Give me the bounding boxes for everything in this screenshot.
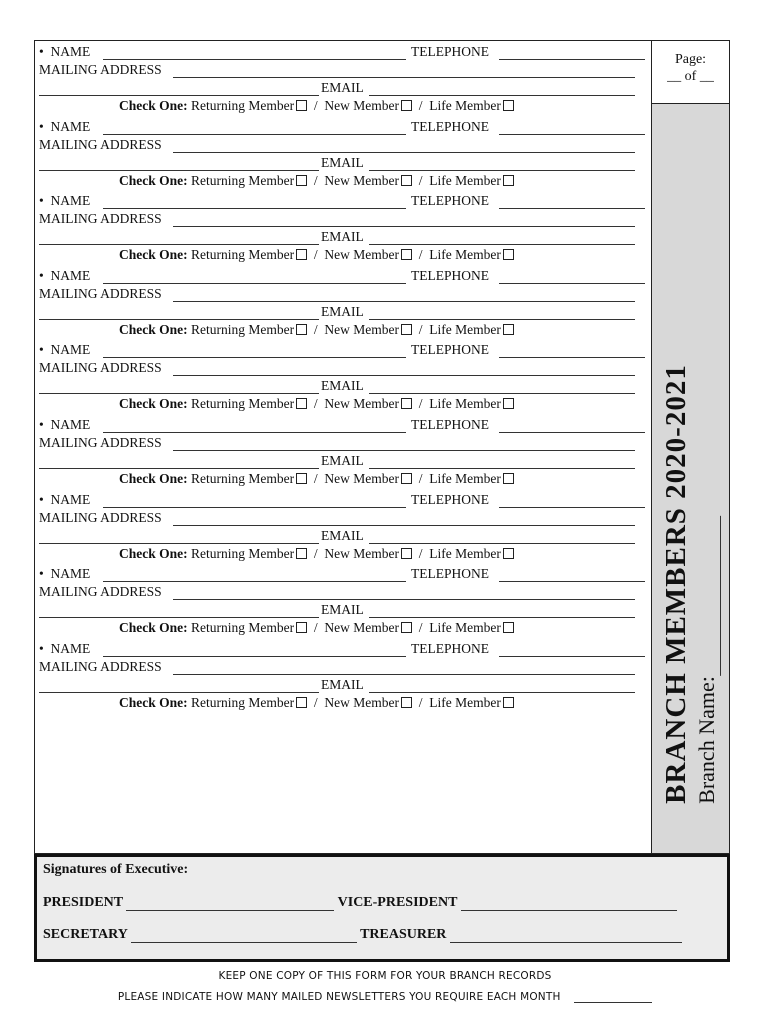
- mailing-address-label: MAILING ADDRESS: [39, 62, 162, 77]
- separator: /: [313, 247, 318, 263]
- option-label: Returning Member: [191, 694, 295, 710]
- check-one-label: Check One:: [119, 545, 188, 561]
- mailing-address-field[interactable]: [173, 226, 635, 227]
- name-label: NAME: [50, 417, 91, 432]
- telephone-field[interactable]: [499, 507, 645, 508]
- member-entry: [39, 417, 647, 491]
- side-panel: [651, 41, 729, 853]
- option-checkbox[interactable]: [503, 398, 514, 409]
- separator: /: [418, 172, 423, 188]
- email-field[interactable]: [369, 617, 635, 618]
- separator: /: [418, 98, 423, 113]
- secretary-signature-field[interactable]: [131, 928, 357, 943]
- mailing-address-label: MAILING ADDRESS: [39, 136, 162, 152]
- mailing-address-field[interactable]: [173, 674, 635, 675]
- newsletter-count-field[interactable]: [574, 990, 652, 1003]
- separator: /: [418, 396, 423, 412]
- separator: /: [313, 471, 318, 486]
- check-one-label: Check One:: [119, 321, 188, 337]
- name-label: NAME: [50, 267, 91, 283]
- telephone-field[interactable]: [499, 283, 645, 284]
- telephone-field[interactable]: [499, 134, 645, 135]
- mailing-address-field[interactable]: [173, 450, 635, 451]
- option-checkbox[interactable]: [296, 697, 307, 708]
- option-checkbox[interactable]: [296, 100, 307, 111]
- branch-name-row: [693, 364, 721, 804]
- separator: /: [313, 545, 318, 561]
- telephone-field[interactable]: [499, 59, 645, 60]
- name-row: [39, 193, 90, 209]
- option-checkbox[interactable]: [296, 249, 307, 260]
- name-row: [39, 268, 90, 284]
- mailing-address-line-2[interactable]: [39, 543, 319, 544]
- mailing-address-label: MAILING ADDRESS: [39, 285, 162, 301]
- telephone-label: TELEPHONE: [411, 640, 489, 656]
- email-label: EMAIL: [321, 229, 364, 245]
- mailing-address-field[interactable]: [173, 599, 635, 600]
- option-checkbox[interactable]: [503, 249, 514, 260]
- option-checkbox[interactable]: [401, 249, 412, 260]
- email-field[interactable]: [369, 543, 635, 544]
- name-row: [39, 492, 90, 508]
- email-field[interactable]: [369, 468, 635, 469]
- signatures-box: [34, 854, 730, 962]
- mailing-address-field[interactable]: [173, 77, 635, 78]
- telephone-field[interactable]: [499, 357, 645, 358]
- telephone-field[interactable]: [499, 656, 645, 657]
- membership-type-row: [119, 620, 514, 636]
- mailing-address-field[interactable]: [173, 525, 635, 526]
- name-field[interactable]: [103, 507, 406, 508]
- option-checkbox[interactable]: [296, 398, 307, 409]
- option-label: Life Member: [429, 98, 501, 113]
- email-label: EMAIL: [321, 378, 364, 394]
- name-field[interactable]: [103, 283, 406, 284]
- telephone-label: TELEPHONE: [411, 566, 489, 582]
- option-label: Life Member: [429, 694, 501, 710]
- option-label: Life Member: [429, 321, 501, 337]
- footer-note-1: KEEP ONE COPY OF THIS FORM FOR YOUR BRANCH RECORDS: [218, 970, 552, 982]
- option-label: New Member: [324, 98, 399, 113]
- telephone-label: TELEPHONE: [411, 267, 489, 283]
- email-label: EMAIL: [321, 527, 364, 543]
- mailing-address-field[interactable]: [173, 301, 635, 302]
- bullet: •: [39, 342, 51, 358]
- email-field[interactable]: [369, 692, 635, 693]
- bullet: •: [39, 640, 51, 656]
- name-label: NAME: [50, 193, 91, 209]
- option-checkbox[interactable]: [401, 100, 412, 111]
- name-label: NAME: [50, 342, 91, 358]
- vertical-title-block: [659, 364, 721, 804]
- membership-type-row: [119, 695, 514, 711]
- option-label: New Member: [324, 694, 399, 710]
- branch-name-field[interactable]: [702, 516, 721, 676]
- membership-form: [34, 40, 730, 854]
- name-field[interactable]: [103, 134, 406, 135]
- treasurer-signature-field[interactable]: [450, 928, 682, 943]
- separator: /: [313, 98, 318, 113]
- option-label: New Member: [324, 247, 399, 263]
- option-checkbox[interactable]: [401, 697, 412, 708]
- option-checkbox[interactable]: [401, 473, 412, 484]
- mailing-address-line-2[interactable]: [39, 393, 319, 394]
- branch-name-label: Branch Name:: [694, 676, 719, 804]
- option-label: New Member: [324, 396, 399, 412]
- name-field[interactable]: [103, 357, 406, 358]
- option-checkbox[interactable]: [503, 100, 514, 111]
- name-row: [39, 566, 90, 582]
- check-one-label: Check One:: [119, 471, 188, 486]
- separator: /: [418, 471, 423, 486]
- mailing-address-line-2[interactable]: [39, 170, 319, 171]
- email-label: EMAIL: [321, 676, 364, 692]
- separator: /: [313, 694, 318, 710]
- email-field[interactable]: [369, 393, 635, 394]
- membership-type-row: [119, 396, 514, 412]
- email-label: EMAIL: [321, 80, 364, 95]
- option-label: Life Member: [429, 471, 501, 486]
- mailing-address-field[interactable]: [173, 375, 635, 376]
- check-one-label: Check One:: [119, 98, 188, 113]
- signatures-heading: Signatures of Executive:: [43, 862, 189, 877]
- name-label: NAME: [50, 640, 91, 656]
- member-entry: [39, 566, 647, 640]
- name-label: NAME: [50, 491, 91, 507]
- email-label: EMAIL: [321, 303, 364, 319]
- separator: /: [418, 694, 423, 710]
- bullet: •: [39, 267, 51, 283]
- mailing-address-label: MAILING ADDRESS: [39, 435, 162, 450]
- option-checkbox[interactable]: [503, 324, 514, 335]
- member-entry: [39, 119, 647, 193]
- membership-type-row: [119, 173, 514, 189]
- option-label: Returning Member: [191, 321, 295, 337]
- signature-row-2: [43, 927, 682, 943]
- option-checkbox[interactable]: [503, 548, 514, 559]
- separator: /: [418, 321, 423, 337]
- telephone-label: TELEPHONE: [411, 44, 489, 59]
- side-banner: [652, 104, 729, 853]
- option-label: Returning Member: [191, 247, 295, 263]
- mailing-address-line-2[interactable]: [39, 95, 319, 96]
- page-of-field[interactable]: __ of __: [667, 69, 714, 84]
- name-row: [39, 342, 90, 358]
- membership-type-row: [119, 471, 514, 487]
- president-signature-field[interactable]: [126, 896, 334, 911]
- option-label: New Member: [324, 471, 399, 486]
- name-field[interactable]: [103, 208, 406, 209]
- telephone-label: TELEPHONE: [411, 342, 489, 358]
- mailing-address-line-2[interactable]: [39, 319, 319, 320]
- option-checkbox[interactable]: [296, 473, 307, 484]
- treasurer-label: TREASURER: [360, 927, 447, 942]
- membership-type-row: [119, 322, 514, 338]
- secretary-label: SECRETARY: [43, 927, 128, 942]
- option-label: Returning Member: [191, 98, 295, 113]
- option-checkbox[interactable]: [296, 175, 307, 186]
- mailing-address-label: MAILING ADDRESS: [39, 211, 162, 227]
- member-entry: [39, 268, 647, 342]
- name-row: [39, 119, 90, 135]
- telephone-field[interactable]: [499, 432, 645, 433]
- mailing-address-label: MAILING ADDRESS: [39, 509, 162, 525]
- separator: /: [418, 620, 423, 636]
- name-label: NAME: [50, 118, 91, 134]
- mailing-address-label: MAILING ADDRESS: [39, 360, 162, 376]
- option-label: Returning Member: [191, 471, 295, 486]
- bullet: •: [39, 44, 51, 59]
- telephone-field[interactable]: [499, 208, 645, 209]
- vice-president-signature-field[interactable]: [461, 896, 677, 911]
- option-checkbox[interactable]: [503, 697, 514, 708]
- option-label: Life Member: [429, 172, 501, 188]
- option-label: New Member: [324, 620, 399, 636]
- email-label: EMAIL: [321, 602, 364, 618]
- email-label: EMAIL: [321, 453, 364, 468]
- membership-type-row: [119, 247, 514, 263]
- telephone-label: TELEPHONE: [411, 491, 489, 507]
- member-entry: [39, 44, 647, 118]
- email-field[interactable]: [369, 319, 635, 320]
- name-field[interactable]: [103, 59, 406, 60]
- email-label: EMAIL: [321, 154, 364, 170]
- email-field[interactable]: [369, 170, 635, 171]
- member-entry: [39, 342, 647, 416]
- branch-members-title: BRANCH MEMBERS 2020-2021: [660, 364, 692, 804]
- separator: /: [313, 396, 318, 412]
- option-label: New Member: [324, 321, 399, 337]
- name-row: [39, 641, 90, 657]
- bullet: •: [39, 566, 51, 582]
- check-one-label: Check One:: [119, 694, 188, 710]
- name-row: [39, 44, 90, 60]
- telephone-label: TELEPHONE: [411, 193, 489, 209]
- footer-note-2: [0, 990, 770, 1003]
- bullet: •: [39, 491, 51, 507]
- bullet: •: [39, 193, 51, 209]
- check-one-label: Check One:: [119, 247, 188, 263]
- separator: /: [313, 321, 318, 337]
- name-field[interactable]: [103, 656, 406, 657]
- check-one-label: Check One:: [119, 396, 188, 412]
- mailing-address-label: MAILING ADDRESS: [39, 584, 162, 600]
- member-entry: [39, 641, 647, 715]
- mailing-address-line-2[interactable]: [39, 468, 319, 469]
- option-checkbox[interactable]: [401, 622, 412, 633]
- option-checkbox[interactable]: [503, 622, 514, 633]
- option-checkbox[interactable]: [401, 324, 412, 335]
- member-entry: [39, 492, 647, 566]
- member-entries: [35, 41, 651, 853]
- separator: /: [418, 247, 423, 263]
- option-label: Life Member: [429, 396, 501, 412]
- option-checkbox[interactable]: [401, 175, 412, 186]
- option-label: New Member: [324, 172, 399, 188]
- option-label: New Member: [324, 545, 399, 561]
- separator: /: [418, 545, 423, 561]
- membership-type-row: [119, 546, 514, 562]
- page-number-box: [652, 41, 729, 104]
- page-label: Page:: [674, 52, 707, 67]
- bullet: •: [39, 118, 51, 134]
- bullet: •: [39, 417, 51, 432]
- mailing-address-label: MAILING ADDRESS: [39, 658, 162, 674]
- option-checkbox[interactable]: [296, 324, 307, 335]
- vice-president-label: VICE-PRESIDENT: [337, 895, 458, 910]
- telephone-label: TELEPHONE: [411, 118, 489, 134]
- option-label: Returning Member: [191, 396, 295, 412]
- name-label: NAME: [50, 566, 91, 582]
- option-label: Life Member: [429, 620, 501, 636]
- option-label: Returning Member: [191, 620, 295, 636]
- separator: /: [313, 172, 318, 188]
- option-label: Returning Member: [191, 545, 295, 561]
- option-checkbox[interactable]: [503, 175, 514, 186]
- option-checkbox[interactable]: [296, 548, 307, 559]
- check-one-label: Check One:: [119, 620, 188, 636]
- telephone-label: TELEPHONE: [411, 417, 489, 432]
- name-field[interactable]: [103, 581, 406, 582]
- name-row: [39, 417, 90, 433]
- mailing-address-line-2[interactable]: [39, 617, 319, 618]
- option-label: Life Member: [429, 247, 501, 263]
- check-one-label: Check One:: [119, 172, 188, 188]
- option-label: Life Member: [429, 545, 501, 561]
- email-field[interactable]: [369, 95, 635, 96]
- option-checkbox[interactable]: [401, 398, 412, 409]
- telephone-field[interactable]: [499, 581, 645, 582]
- option-checkbox[interactable]: [401, 548, 412, 559]
- option-checkbox[interactable]: [503, 473, 514, 484]
- name-field[interactable]: [103, 432, 406, 433]
- membership-type-row: [119, 98, 514, 114]
- president-label: PRESIDENT: [43, 895, 123, 910]
- newsletter-note: PLEASE INDICATE HOW MANY MAILED NEWSLETTERS YOU REQUIRE EACH MONTH: [117, 991, 561, 1003]
- name-label: NAME: [50, 44, 91, 59]
- mailing-address-line-2[interactable]: [39, 244, 319, 245]
- signature-row-1: [43, 895, 677, 911]
- option-checkbox[interactable]: [296, 622, 307, 633]
- mailing-address-field[interactable]: [173, 152, 635, 153]
- option-label: Returning Member: [191, 172, 295, 188]
- mailing-address-line-2[interactable]: [39, 692, 319, 693]
- email-field[interactable]: [369, 244, 635, 245]
- separator: /: [313, 620, 318, 636]
- member-entry: [39, 193, 647, 267]
